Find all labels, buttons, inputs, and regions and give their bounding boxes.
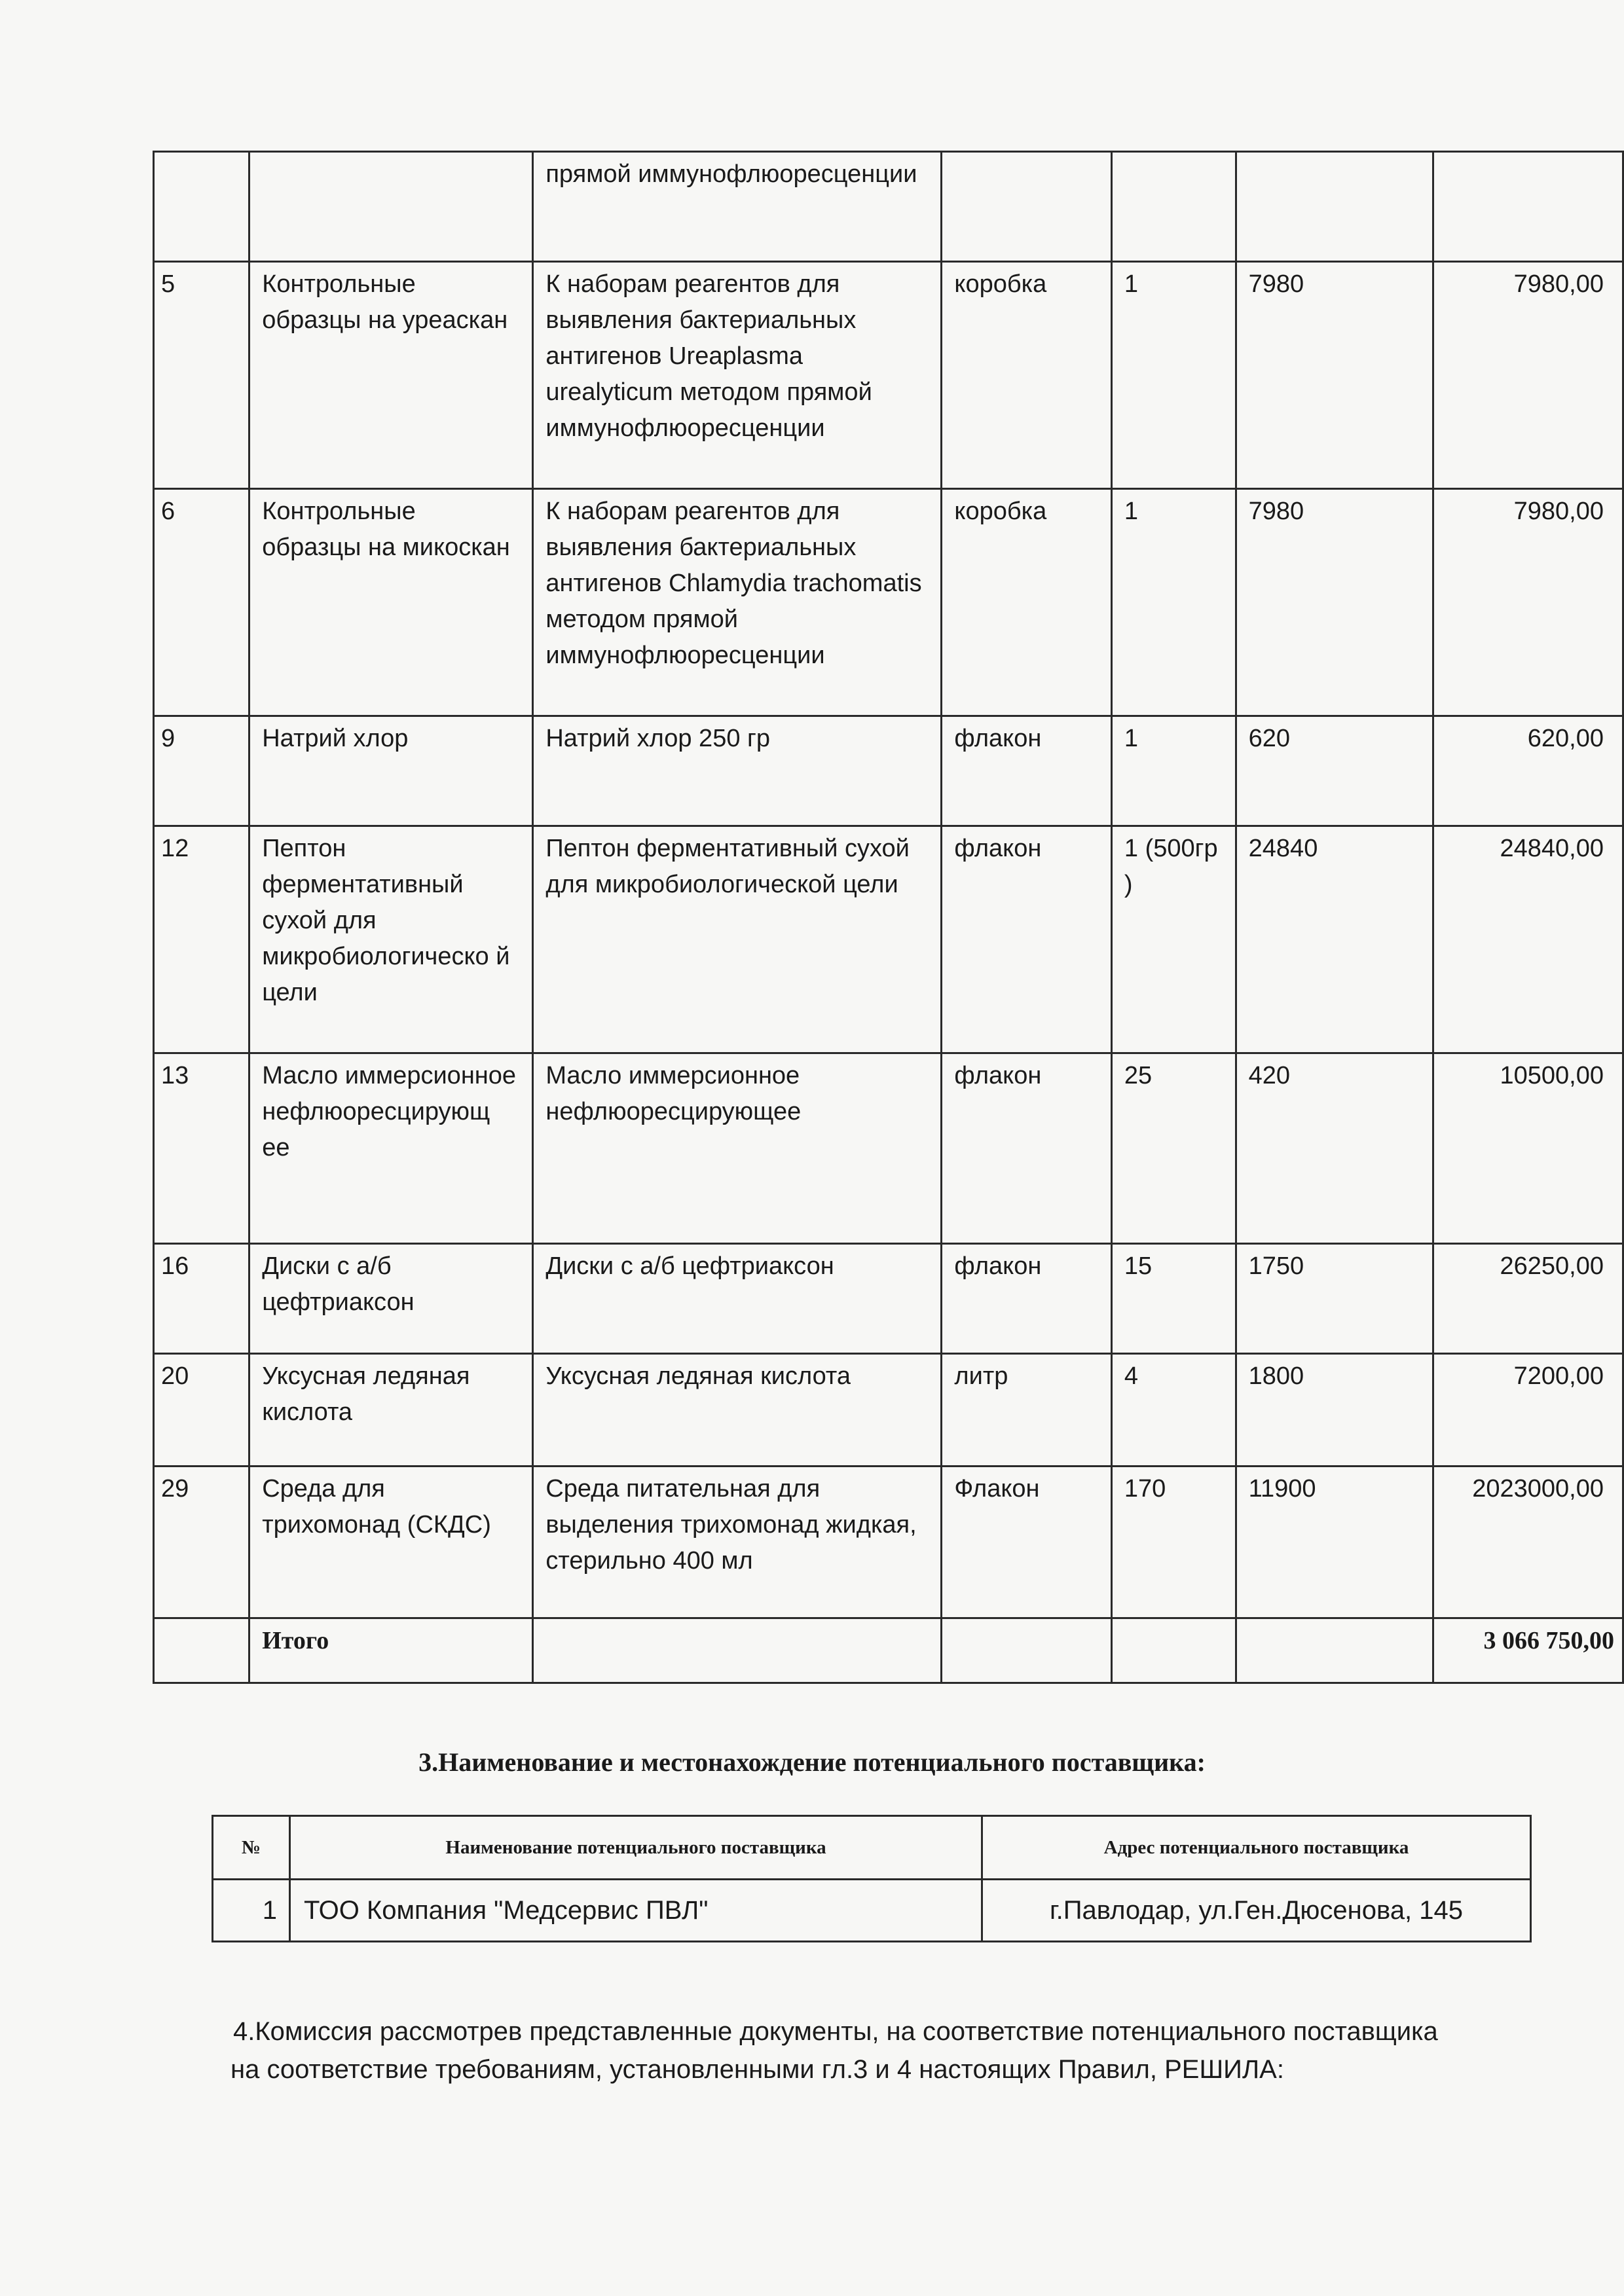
row-qty (1111, 152, 1236, 262)
table-row (154, 1244, 1623, 1354)
row-desc: Натрий хлор 250 гр (533, 716, 942, 826)
table-row (154, 262, 1623, 489)
row-desc: Пептон ферментативный сухой для микробиологической цели (533, 826, 942, 1053)
row-unit: литр (942, 1354, 1111, 1467)
row-sum: 7980,00 (1433, 262, 1623, 489)
row-num: 20 (154, 1354, 249, 1467)
header-supplier-name: Наименование потенциального поставщика (290, 1816, 982, 1880)
row-sum: 7980,00 (1433, 489, 1623, 716)
table-row (154, 152, 1623, 262)
supplier-table-header (213, 1816, 1531, 1880)
total-empty-cell (1111, 1618, 1236, 1683)
supplier-name: ТОО Компания "Медсервис ПВЛ" (290, 1880, 982, 1942)
header-supplier-address: Адрес потенциального поставщика (982, 1816, 1531, 1880)
row-price: 11900 (1236, 1467, 1433, 1618)
section3-heading: 3.Наименование и местонахождение потенциального поставщика: (418, 1747, 1206, 1777)
row-num (154, 152, 249, 262)
row-name: Пептон ферментативный сухой для микробиологическо й цели (249, 826, 533, 1053)
header-num: № (213, 1816, 290, 1880)
row-price: 24840 (1236, 826, 1433, 1053)
row-qty: 4 (1111, 1354, 1236, 1467)
total-empty-cell (533, 1618, 942, 1683)
row-num: 5 (154, 262, 249, 489)
row-price: 7980 (1236, 489, 1433, 716)
row-num: 9 (154, 716, 249, 826)
row-desc: Диски с а/б цефтриаксон (533, 1244, 942, 1354)
row-price: 420 (1236, 1053, 1433, 1244)
row-price: 1750 (1236, 1244, 1433, 1354)
row-price (1236, 152, 1433, 262)
table-row (154, 489, 1623, 716)
row-qty: 1 (1111, 489, 1236, 716)
row-num: 12 (154, 826, 249, 1053)
table-row (154, 826, 1623, 1053)
table-row (154, 1053, 1623, 1244)
row-qty: 1 (1111, 262, 1236, 489)
row-desc: К наборам реагентов для выявления бактериальных антигенов Chlamydia trachomatis методом прямой иммунофлюоресценции (533, 489, 942, 716)
row-name: Масло иммерсионное нефлюоресцирующ ее (249, 1053, 533, 1244)
row-price: 1800 (1236, 1354, 1433, 1467)
table-row (154, 1467, 1623, 1618)
table-row (154, 1354, 1623, 1467)
items-table (153, 151, 1624, 1684)
row-sum: 26250,00 (1433, 1244, 1623, 1354)
row-sum: 620,00 (1433, 716, 1623, 826)
row-sum: 2023000,00 (1433, 1467, 1623, 1618)
row-name (249, 152, 533, 262)
row-sum: 10500,00 (1433, 1053, 1623, 1244)
row-num: 16 (154, 1244, 249, 1354)
row-name: Уксусная ледяная кислота (249, 1354, 533, 1467)
row-name: Контрольные образцы на микоскан (249, 489, 533, 716)
supplier-num: 1 (213, 1880, 290, 1942)
row-qty: 1 (1111, 716, 1236, 826)
row-name: Среда для трихомонад (СКДС) (249, 1467, 533, 1618)
row-num: 13 (154, 1053, 249, 1244)
total-label: Итого (249, 1618, 533, 1683)
total-empty-cell (942, 1618, 1111, 1683)
row-desc: Среда питательная для выделения трихомонад жидкая, стерильно 400 мл (533, 1467, 942, 1618)
total-empty-cell (1236, 1618, 1433, 1683)
row-qty: 25 (1111, 1053, 1236, 1244)
row-unit: коробка (942, 489, 1111, 716)
total-empty-cell (154, 1618, 249, 1683)
row-unit: флакон (942, 716, 1111, 826)
row-price: 620 (1236, 716, 1433, 826)
total-row (154, 1618, 1623, 1683)
row-sum: 24840,00 (1433, 826, 1623, 1053)
row-num: 29 (154, 1467, 249, 1618)
row-unit: флакон (942, 826, 1111, 1053)
row-unit: коробка (942, 262, 1111, 489)
table-row (154, 716, 1623, 826)
row-desc: Уксусная ледяная кислота (533, 1354, 942, 1467)
supplier-table (212, 1815, 1532, 1942)
section4-line1: 4.Комиссия рассмотрев представленные документы, на соответствие потенциального поставщика (233, 2017, 1438, 2046)
row-name: Контрольные образцы на уреаскан (249, 262, 533, 489)
row-desc: Масло иммерсионное нефлюоресцирующее (533, 1053, 942, 1244)
row-price: 7980 (1236, 262, 1433, 489)
row-desc: К наборам реагентов для выявления бактериальных антигенов Ureaplasma urealyticum методом прямой иммунофлюоресценции (533, 262, 942, 489)
row-name: Натрий хлор (249, 716, 533, 826)
row-sum: 7200,00 (1433, 1354, 1623, 1467)
items-table-body (154, 152, 1623, 1683)
row-qty: 15 (1111, 1244, 1236, 1354)
total-value: 3 066 750,00 (1433, 1618, 1623, 1683)
supplier-address: г.Павлодар, ул.Ген.Дюсенова, 145 (982, 1880, 1531, 1942)
section4-line2: на соответствие требованиям, установленными гл.3 и 4 настоящих Правил, РЕШИЛА: (231, 2055, 1284, 2084)
row-desc: прямой иммунофлюоресценции (533, 152, 942, 262)
section4-paragraph (231, 2013, 1514, 2088)
row-unit: флакон (942, 1244, 1111, 1354)
row-name: Диски с а/б цефтриаксон (249, 1244, 533, 1354)
row-unit (942, 152, 1111, 262)
row-unit: флакон (942, 1053, 1111, 1244)
table-row (213, 1880, 1531, 1942)
row-num: 6 (154, 489, 249, 716)
row-unit: Флакон (942, 1467, 1111, 1618)
row-qty: 170 (1111, 1467, 1236, 1618)
row-qty: 1 (500гр ) (1111, 826, 1236, 1053)
row-sum (1433, 152, 1623, 262)
